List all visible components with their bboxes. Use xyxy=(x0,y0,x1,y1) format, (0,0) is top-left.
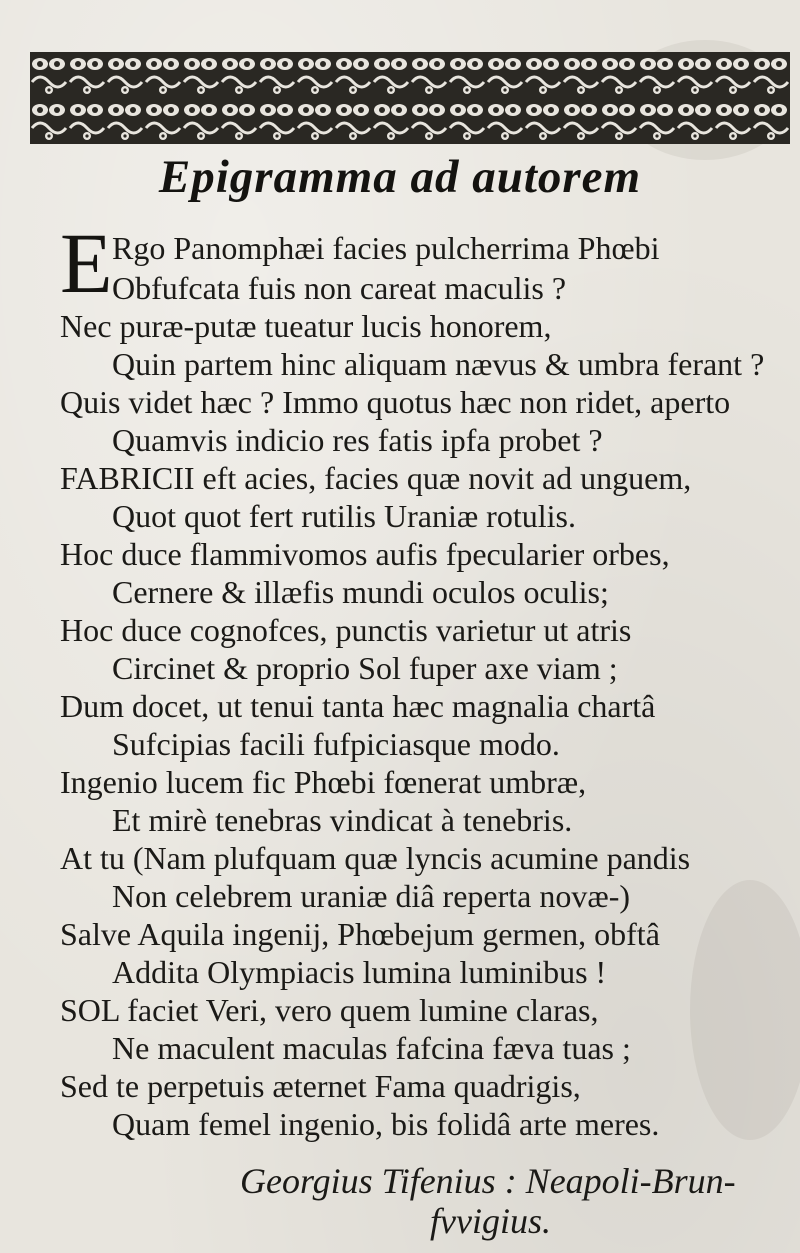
verse-line: Hoc duce cognofces, punctis varietur ut atris xyxy=(60,612,632,648)
verse-line: Et mirè tenebras vindicat à tenebris. xyxy=(112,802,573,838)
verse-line: Obfufcata fuis non careat maculis ? xyxy=(112,270,567,306)
verse-line: Rgo Panomphæi facies pulcherrima Phœbi xyxy=(112,230,660,266)
paper-stain xyxy=(690,880,800,1140)
author-signature: Georgius Tifenius : Neapoli-Brun- xyxy=(240,1161,736,1201)
verse-line: Quis videt hæc ? Immo quotus hæc non ridet, aperto xyxy=(60,384,731,420)
drop-cap: E xyxy=(60,215,113,311)
verse-line: Non celebrem uraniæ diâ reperta novæ-) xyxy=(112,878,631,914)
verse-line: Quot quot fert rutilis Uraniæ rotulis. xyxy=(112,498,576,534)
page-title: Epigramma ad autorem xyxy=(158,151,642,203)
verse-line: SOL faciet Veri, vero quem lumine claras, xyxy=(60,992,599,1028)
verse-line: Sufcipias facili fufpiciasque modo. xyxy=(112,726,560,762)
verse-line: Quamvis indicio res fatis ipfa probet ? xyxy=(112,422,603,458)
verse-line: Nec puræ-putæ tueatur lucis honorem, xyxy=(60,308,552,344)
verse-line: FABRICII eft acies, facies quæ novit ad unguem, xyxy=(60,460,692,496)
verse-line: Cernere & illæfis mundi oculos oculis; xyxy=(112,574,609,610)
verse-line: Salve Aquila ingenij, Phœbejum germen, obftâ xyxy=(60,916,660,952)
author-signature-continued: fvvigius. xyxy=(430,1201,551,1241)
verse-line: Sed te perpetuis æternet Fama quadrigis, xyxy=(60,1068,581,1104)
verse-line: Quin partem hinc aliquam nævus & umbra ferant ? xyxy=(112,346,765,382)
verse-line: Ingenio lucem fic Phœbi fœnerat umbræ, xyxy=(60,764,587,800)
verse-line: Ne maculent maculas fafcina fæva tuas ; xyxy=(112,1030,631,1066)
decorative-headpiece-ornament xyxy=(30,52,790,144)
verse-line: Quam femel ingenio, bis folidâ arte meres. xyxy=(112,1106,660,1142)
verse-line: Dum docet, ut tenui tanta hæc magnalia chartâ xyxy=(60,688,656,724)
verse-line: Hoc duce flammivomos aufis fpecularier orbes, xyxy=(60,536,670,572)
verse-line: Addita Olympiacis lumina luminibus ! xyxy=(112,954,607,990)
verse-line: Circinet & proprio Sol fuper axe viam ; xyxy=(112,650,618,686)
verse-line: At tu (Nam plufquam quæ lyncis acumine pandis xyxy=(60,840,691,876)
